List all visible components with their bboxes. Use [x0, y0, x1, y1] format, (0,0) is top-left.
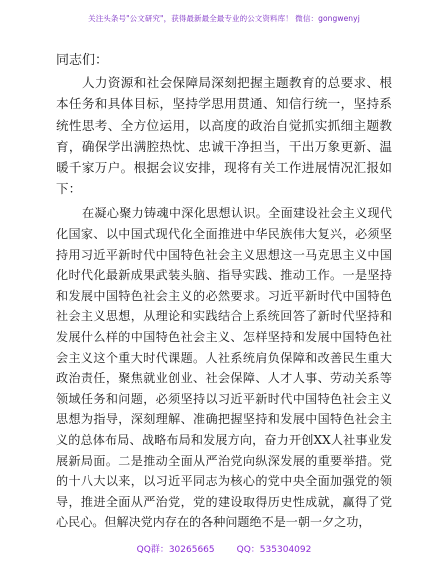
salutation: 同志们：: [56, 53, 109, 68]
footer-qq-group: QQ群：30265665: [136, 545, 215, 555]
document-body: [56, 50, 392, 537]
footer-contact: [0, 542, 448, 555]
paragraph-intro: 人力资源和社会保障局深刻把握主题教育的总要求、根本任务和具体目标，坚持学思用贯通、知信行统一，坚持系统性思考、全方位运用，以高度的政治自觉抓实抓细主题教育，确保学出满腔热忱、忠诚干净担当，干出万象更新、温暖千家万户。根据会议安排，现将有关工作进展情况汇报如下：: [56, 75, 392, 197]
footer-qq: QQ：535304092: [236, 545, 312, 555]
header-banner: 关注头条号"公文研究"，获得最新最全最专业的公文资料库！ 微信：gongwenyj: [88, 14, 360, 23]
paragraph-main: 在凝心聚力铸魂中深化思想认识。全面建设社会主义现代化国家、以中国式现代化全面推进中华民族伟大复兴，必须坚持用习近平新时代中国特色社会主义思想这一马克思主义中国化时代化最新成果武装头脑、指导实践、推动工作。一是坚持和发展中国特色社会主义的必然要求。习近平新时代中国特色社会主义思想，从理论和实践结合上系统回答了新时代坚持和发展什么样的中国特色社会主义、怎样坚持和发展中国特色社会主义这个重大时代课题。人社系统肩负保障和改善民生重大政治责任，聚焦就业创业、社会保障、人才人事、劳动关系等领域任务和问题，必须坚持以习近平新时代中国特色社会主义思想为指导，深刻理解、准确把握坚持和发展中国特色社会主义的总体布局、战略布局和发展方向，奋力开创XX人社事业发展新局面。二是推动全面从严治党向纵深发展的重要举措。党的十八大以来，以习近平同志为核心的党中央全面加强党的领导，推进全面从严治党，党的建设取得历史性成就，赢得了党心民心。但解决党内存在的各种问题绝不是一朝一夕之功，: [56, 206, 392, 530]
